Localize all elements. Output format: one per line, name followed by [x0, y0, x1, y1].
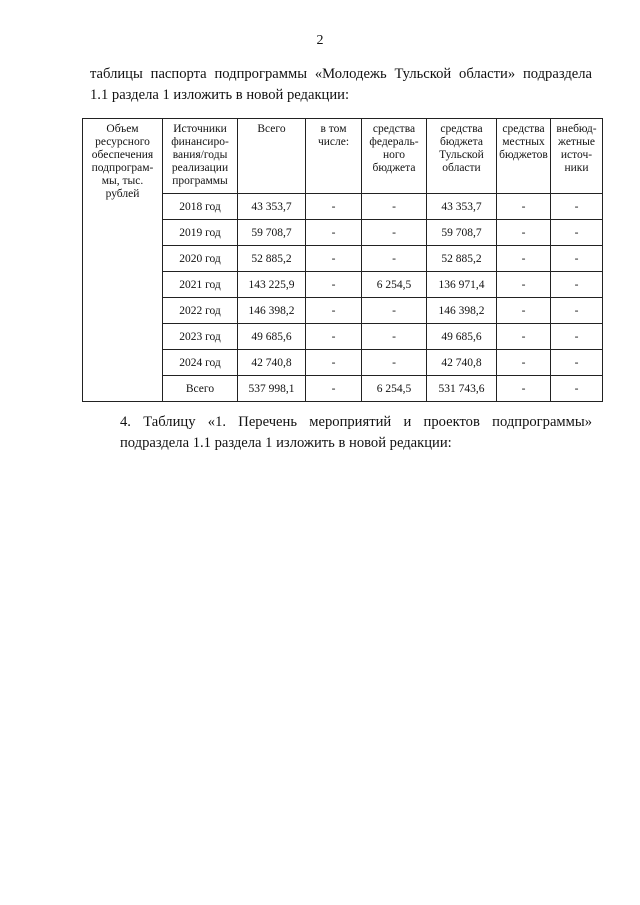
header-cell-federal: средства федераль-ного бюджета	[362, 119, 427, 194]
year-cell: 2018 год	[163, 194, 238, 220]
total-cell: 143 225,9	[238, 272, 306, 298]
federal-cell: -	[362, 324, 427, 350]
local-cell: -	[497, 272, 551, 298]
resource-volume-cell: Объем ресурсного обеспечения подпрограм-мы, тыс. рублей	[83, 119, 163, 402]
total-cell: 43 353,7	[238, 194, 306, 220]
header-cell-sources: Источники финансиро-вания/годы реализации программы	[163, 119, 238, 194]
local-cell: -	[497, 324, 551, 350]
including-cell: -	[306, 350, 362, 376]
extrabudget-cell: -	[551, 272, 603, 298]
regional-cell: 136 971,4	[427, 272, 497, 298]
header-cell-including: в том числе:	[306, 119, 362, 194]
federal-cell: -	[362, 194, 427, 220]
total-cell: 146 398,2	[238, 298, 306, 324]
header-cell-total: Всего	[238, 119, 306, 194]
page-number: 2	[316, 33, 324, 48]
federal-cell: -	[362, 298, 427, 324]
year-cell: 2024 год	[163, 350, 238, 376]
federal-cell: -	[362, 246, 427, 272]
extrabudget-cell: -	[551, 194, 603, 220]
header-cell-local: средства местных бюджетов	[497, 119, 551, 194]
year-cell: 2021 год	[163, 272, 238, 298]
extrabudget-cell: -	[551, 220, 603, 246]
extrabudget-cell: -	[551, 376, 603, 402]
regional-cell: 49 685,6	[427, 324, 497, 350]
total-cell: 42 740,8	[238, 350, 306, 376]
year-cell: 2019 год	[163, 220, 238, 246]
local-cell: -	[497, 350, 551, 376]
extrabudget-cell: -	[551, 324, 603, 350]
intro-line: таблицы паспорта подпрограммы «Молодежь Тульской области» подраздела	[90, 66, 592, 82]
including-cell: -	[306, 376, 362, 402]
local-cell: -	[497, 246, 551, 272]
financing-table	[82, 118, 603, 402]
including-cell: -	[306, 324, 362, 350]
year-cell: Всего	[163, 376, 238, 402]
federal-cell: -	[362, 350, 427, 376]
year-cell: 2020 год	[163, 246, 238, 272]
regional-cell: 42 740,8	[427, 350, 497, 376]
item4-paragraph	[90, 412, 592, 454]
extrabudget-cell: -	[551, 246, 603, 272]
extrabudget-cell: -	[551, 350, 603, 376]
total-cell: 49 685,6	[238, 324, 306, 350]
federal-cell: 6 254,5	[362, 376, 427, 402]
local-cell: -	[497, 376, 551, 402]
including-cell: -	[306, 298, 362, 324]
extrabudget-cell: -	[551, 298, 603, 324]
item4-line: 4. Таблицу «1. Перечень мероприятий и проектов подпрограммы»	[120, 414, 592, 430]
including-cell: -	[306, 220, 362, 246]
federal-cell: -	[362, 220, 427, 246]
local-cell: -	[497, 298, 551, 324]
including-cell: -	[306, 194, 362, 220]
local-cell: -	[497, 220, 551, 246]
regional-cell: 146 398,2	[427, 298, 497, 324]
table-header-row	[83, 119, 603, 194]
regional-cell: 43 353,7	[427, 194, 497, 220]
total-cell: 59 708,7	[238, 220, 306, 246]
including-cell: -	[306, 246, 362, 272]
header-cell-extrabudget: внебюд-жетные источ-ники	[551, 119, 603, 194]
regional-cell: 52 885,2	[427, 246, 497, 272]
regional-cell: 59 708,7	[427, 220, 497, 246]
total-cell: 537 998,1	[238, 376, 306, 402]
total-cell: 52 885,2	[238, 246, 306, 272]
regional-cell: 531 743,6	[427, 376, 497, 402]
including-cell: -	[306, 272, 362, 298]
intro-line: 1.1 раздела 1 изложить в новой редакции:	[90, 87, 350, 103]
year-cell: 2023 год	[163, 324, 238, 350]
year-cell: 2022 год	[163, 298, 238, 324]
item4-line: подраздела 1.1 раздела 1 изложить в новой редакции:	[120, 435, 452, 451]
local-cell: -	[497, 194, 551, 220]
intro-paragraph	[90, 64, 592, 106]
header-cell-regional: средства бюджета Тульской области	[427, 119, 497, 194]
federal-cell: 6 254,5	[362, 272, 427, 298]
